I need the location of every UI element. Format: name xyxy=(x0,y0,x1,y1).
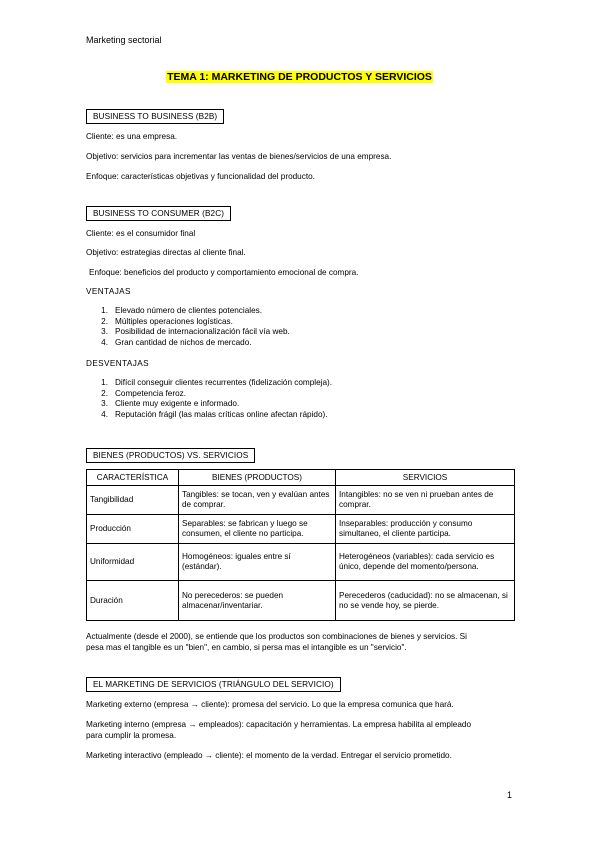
table-row xyxy=(87,544,515,581)
list-item: 1. Elevado número de clientes potenciales. xyxy=(101,306,263,315)
bienes-heading: BIENES (PRODUCTOS) VS. SERVICIOS xyxy=(86,448,255,463)
list-item: 2. Múltiples operaciones logísticas. xyxy=(101,316,233,326)
ventajas-list xyxy=(86,306,486,350)
table-cell: Tangibilidad xyxy=(87,486,179,515)
b2b-enfoque: Enfoque: características objetivas y funcionalidad del producto. xyxy=(86,172,315,181)
marketing-interactivo: Marketing interactivo (empleado → cliente): el momento de la verdad. Entregar el servicio prometido. xyxy=(86,751,452,760)
list-item: 1. Difícil conseguir clientes recurrentes (fidelización compleja). xyxy=(101,378,333,387)
comparison-table xyxy=(86,469,515,621)
column-header: CARACTERÍSTICA xyxy=(87,470,179,486)
table-cell: Uniformidad xyxy=(87,544,179,581)
table-cell: Heterogéneos (variables): cada servicio es único, depende del momento/persona. xyxy=(336,544,515,581)
desventajas-label: DESVENTAJAS xyxy=(86,359,149,368)
b2c-enfoque: Enfoque: beneficios del producto y comportamiento emocional de compra. xyxy=(89,268,359,277)
b2b-heading: BUSINESS TO BUSINESS (B2B) xyxy=(86,109,224,124)
page-title: TEMA 1: MARKETING DE PRODUCTOS Y SERVICIOS xyxy=(167,71,432,83)
bienes-note-line1: Actualmente (desde el 2000), se entiende que los productos son combinaciones de bienes y servicios. Si xyxy=(86,632,467,641)
page-number: 1 xyxy=(507,790,513,800)
bienes-note-line2: pesa mas el tangible es un "bien", en cambio, si persa mas el intangible es un "servicio". xyxy=(86,643,407,652)
list-item: 4. Gran cantidad de nichos de mercado. xyxy=(101,337,252,347)
marketing-interno-line1: Marketing interno (empresa → empleados): capacitación y herramientas. La empresa habilita al empleado xyxy=(86,720,472,729)
table-cell: Producción xyxy=(87,515,179,544)
b2c-cliente: Cliente: es el consumidor final xyxy=(86,229,196,238)
list-item: 3. Posibilidad de internacionalización fácil vía web. xyxy=(101,327,290,336)
marketing-externo: Marketing externo (empresa → cliente): promesa del servicio. Lo que la empresa comunica que hará. xyxy=(86,700,454,709)
table-cell: Separables: se fabrican y luego se consumen, el cliente no participa. xyxy=(179,515,336,544)
table-cell: Duración xyxy=(87,581,179,621)
table-cell: Perecederos (caducidad): no se almacenan, si no se vende hoy, se pierde. xyxy=(336,581,515,621)
table-row xyxy=(87,515,515,544)
running-header: Marketing sectorial xyxy=(86,35,162,45)
ventajas-label: VENTAJAS xyxy=(86,287,131,296)
table-cell: Intangibles: no se ven ni prueban antes de comprar. xyxy=(336,486,515,515)
list-item: 3. Cliente muy exigente e informado. xyxy=(101,399,240,408)
b2c-objetivo: Objetivo: estrategias directas al cliente final. xyxy=(86,248,246,257)
table-cell: Tangibles: se tocan, ven y evalúan antes de comprar. xyxy=(179,486,336,515)
column-header: SERVICIOS xyxy=(336,470,515,486)
marketing-interno-line2: para cumplir la promesa. xyxy=(86,731,177,740)
table-cell: Homogéneos: iguales entre sí (estándar). xyxy=(179,544,336,581)
b2b-cliente: Cliente: es una empresa. xyxy=(86,132,178,141)
desventajas-list xyxy=(86,378,506,422)
table-cell: No perecederos: se pueden almacenar/inventariar. xyxy=(179,581,336,621)
b2c-heading: BUSINESS TO CONSUMER (B2C) xyxy=(86,206,231,221)
list-item: 2. Competencia feroz. xyxy=(101,388,186,398)
table-header-row xyxy=(87,470,515,486)
table-row xyxy=(87,486,515,515)
servicios-heading: EL MARKETING DE SERVICIOS (TRIÁNGULO DEL SERVICIO) xyxy=(86,677,341,692)
list-item: 4. Reputación frágil (las malas críticas online afectan rápido). xyxy=(101,409,328,419)
table-cell: Inseparables: producción y consumo simultaneo, el cliente participa. xyxy=(336,515,515,544)
table-row xyxy=(87,581,515,621)
b2b-objetivo: Objetivo: servicios para incrementar las ventas de bienes/servicios de una empresa. xyxy=(86,152,392,161)
column-header: BIENES (PRODUCTOS) xyxy=(179,470,336,486)
